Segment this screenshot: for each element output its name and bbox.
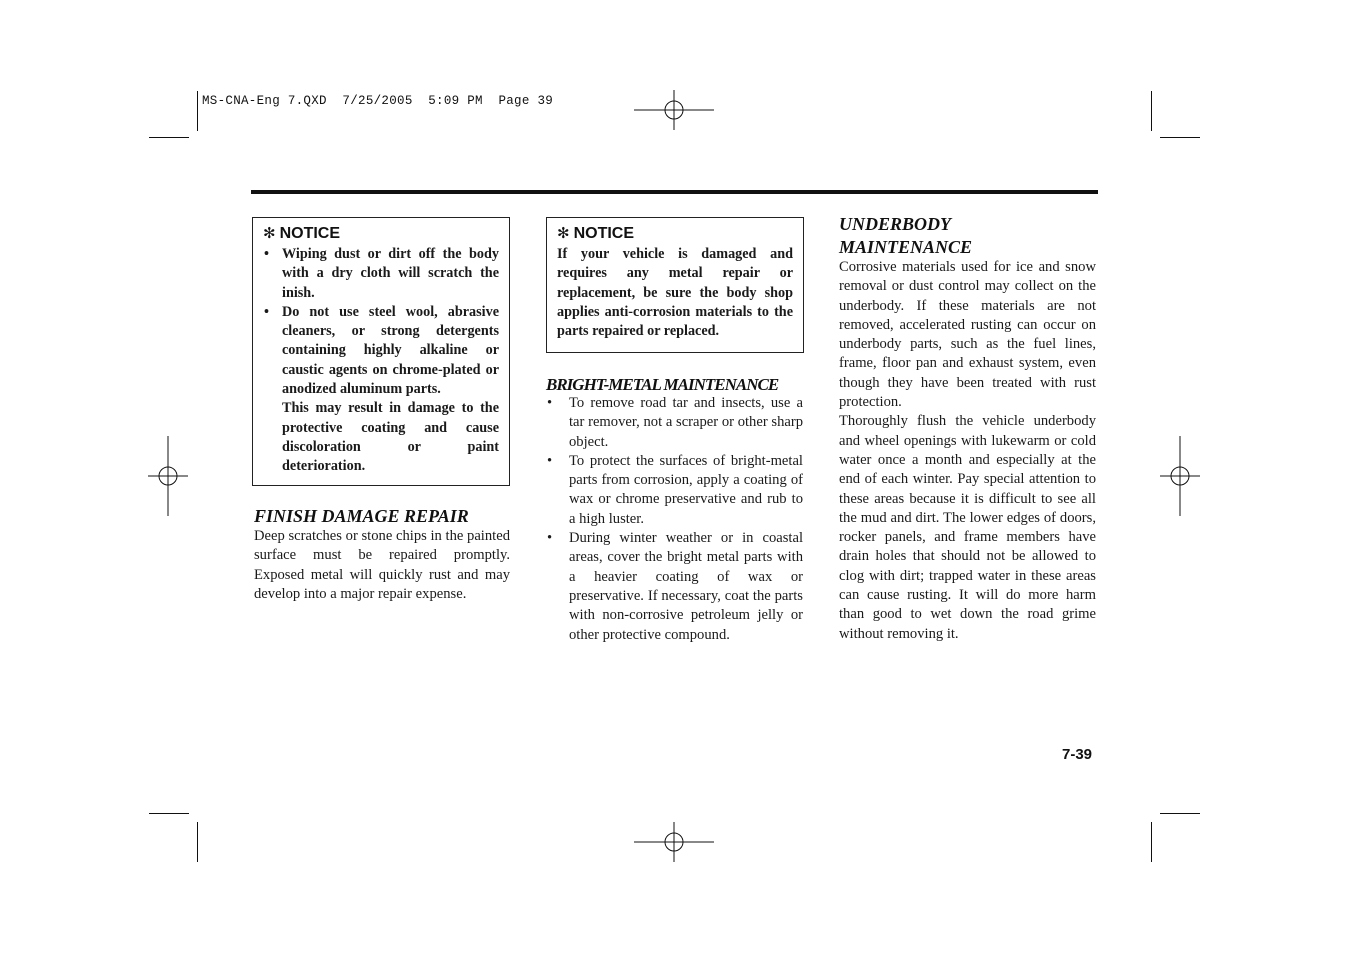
bright-metal-item: • To remove road tar and insects, use a tar remover, not a scraper or other sharp object.: [546, 394, 803, 452]
notice-star-icon: ✻: [557, 225, 570, 242]
underbody-paragraph-2: Thoroughly flush the vehicle underbody and wheel openings with lukewarm or cold water once a month and especially at the end of each winter. Pay special attention to these areas because it is difficult to see all the mud and dirt. The lower edges of doors, rocker panels, and frame members have drain holes that should not be allowed to clog with dirt; trapped water in these areas can cause rusting. It will do more harm than good to wet down the road grime without removing it.: [839, 413, 1096, 642]
heading-line: MAINTENANCE: [839, 237, 973, 257]
registration-mark-right: [1160, 436, 1200, 516]
page-number: 7-39: [1062, 746, 1093, 763]
notice-text: If your vehicle is damaged and requires any metal repair or replacement, be sure the body shop applies anti-corrosion materials to the parts repaired or replaced.: [557, 246, 793, 340]
finish-damage-paragraph: Deep scratches or stone chips in the painted surface must be repaired promptly. Exposed metal will quickly rust and may develop into a major repair expense.: [254, 528, 510, 602]
top-rule: [251, 190, 1098, 194]
notice-title: [557, 224, 793, 243]
notice-title: [263, 224, 499, 243]
notice-title-text: NOTICE: [573, 225, 635, 242]
crop-mark: [197, 91, 198, 131]
notice-item: • Wiping dust or dirt off the body with a dry cloth will scratch the inish.: [263, 245, 499, 303]
notice-star-icon: ✻: [263, 225, 276, 242]
bright-metal-item: • To protect the surfaces of bright-metal parts from corrosion, apply a coating of wax or chrome preservative and rub to a high luster.: [546, 452, 803, 529]
registration-mark-left: [148, 436, 188, 516]
finish-damage-body: [254, 527, 510, 604]
crop-mark: [1160, 137, 1200, 138]
section-heading-finish-damage: FINISH DAMAGE REPAIR: [254, 506, 469, 526]
crop-mark: [1160, 813, 1200, 814]
bright-metal-item: • During winter weather or in coastal areas, cover the bright metal parts with a heavier coating of wax or preservative. If necessary, coat the parts with non-corrosive petroleum jelly or other protective compound.: [546, 529, 803, 645]
notice-box-2: [546, 217, 804, 353]
crop-mark: [1151, 91, 1152, 131]
notice-box-1: [252, 217, 510, 486]
bright-metal-list: [546, 394, 803, 645]
print-header: MS-CNA-Eng 7.QXD 7/25/2005 5:09 PM Page 39: [202, 94, 554, 108]
underbody-paragraph-1: Corrosive materials used for ice and snow removal or dust control may collect on the underbody. If these materials are not removed, accelerated rusting can occur on underbody parts, such as the fuel lines, frame, floor pan and exhaust system, even though they have been treated with rust protection.: [839, 259, 1096, 411]
notice-continuation: This may result in damage to the protective coating and cause discoloration or paint deterioration.: [282, 400, 499, 475]
registration-mark-bottom: [634, 822, 714, 862]
crop-mark: [149, 813, 189, 814]
notice-list: [263, 245, 499, 399]
heading-line: UNDERBODY: [839, 214, 952, 234]
notice-title-text: NOTICE: [279, 225, 341, 242]
underbody-body: [839, 258, 1096, 644]
crop-mark: [197, 822, 198, 862]
crop-mark: [1151, 822, 1152, 862]
crop-mark: [149, 137, 189, 138]
notice-item: • Do not use steel wool, abrasive cleaners, or strong detergents containing highly alkaline or caustic agents on chrome-plated or anodized aluminum parts.: [263, 303, 499, 399]
section-heading-underbody: [839, 213, 972, 259]
registration-mark-top: [634, 90, 714, 130]
section-heading-bright-metal: BRIGHT-METAL MAINTENANCE: [546, 375, 779, 394]
